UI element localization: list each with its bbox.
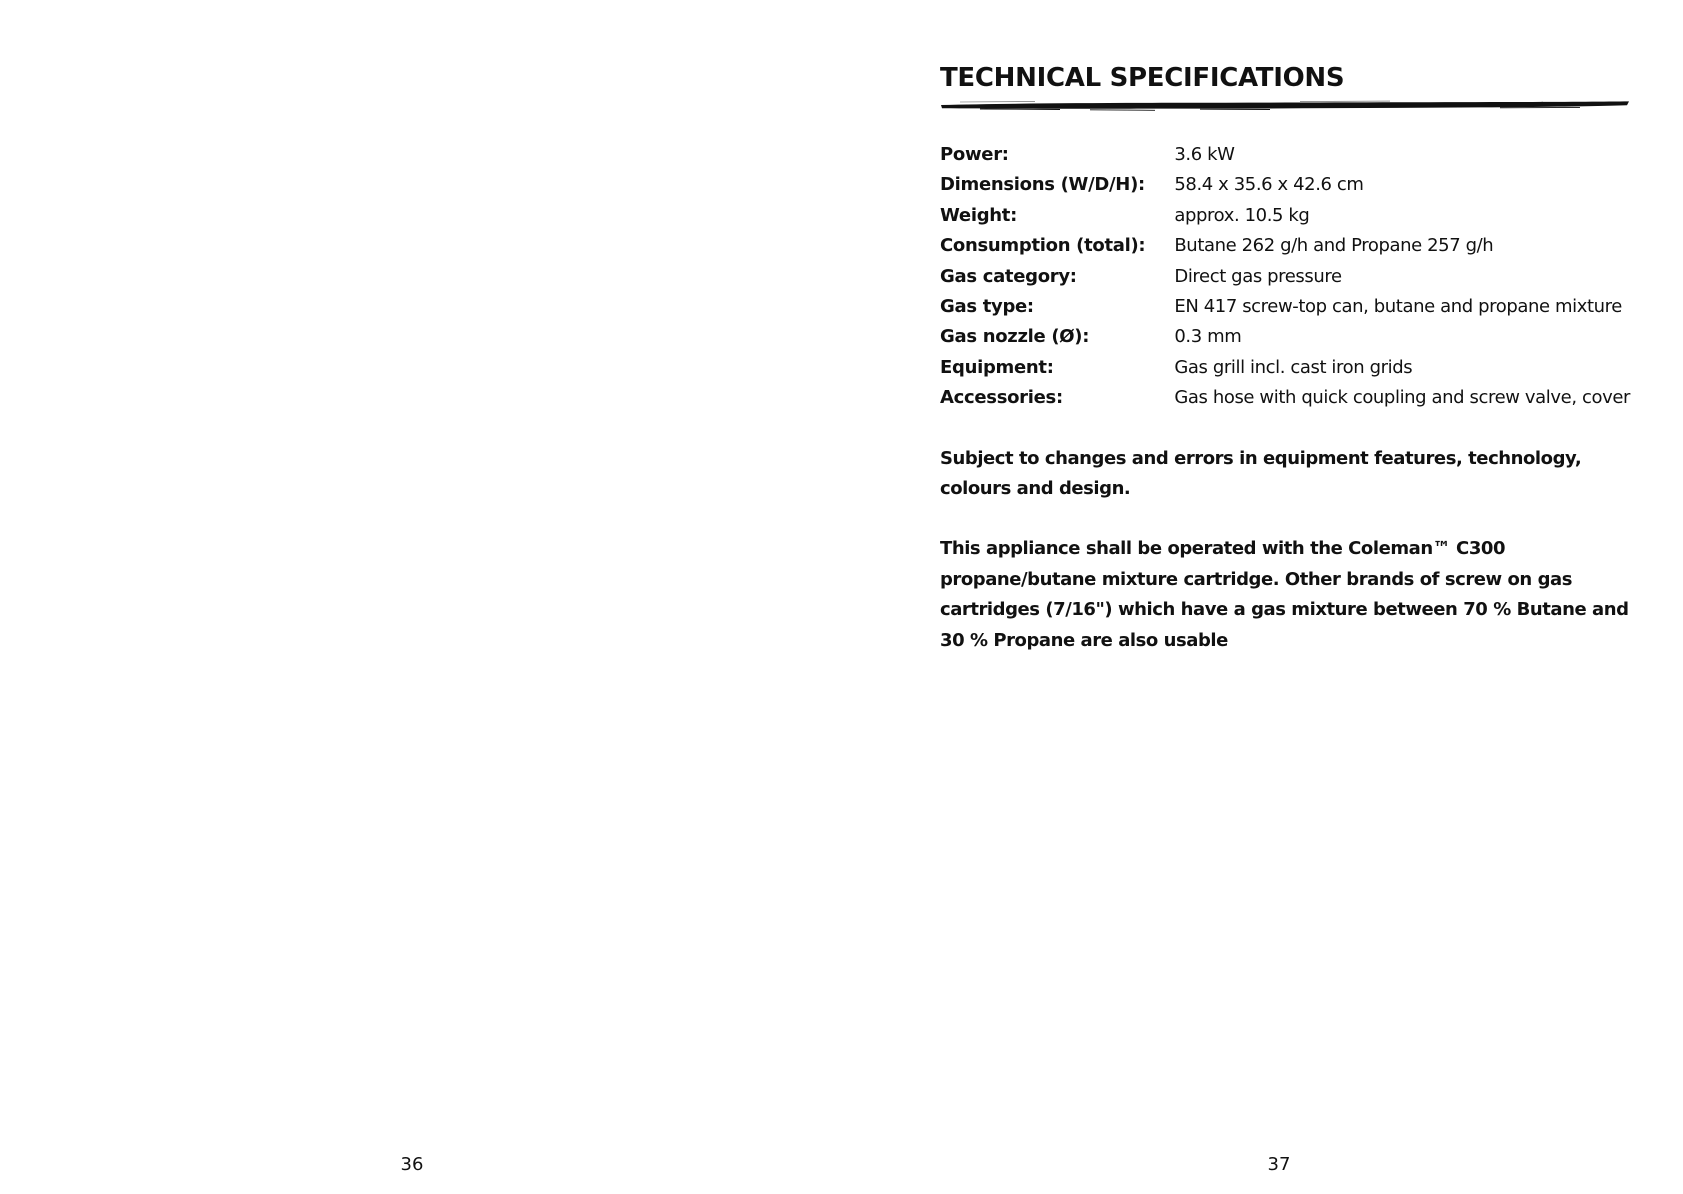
spec-row-dimensions (940, 170, 1630, 200)
cartridge-note: This appliance shall be operated with the Coleman™ C300 propane/butane mixture cartridge. Other brands of screw on gas cartridges (7/16") which have a gas mixture between 70 % Butane and 30 % Propane are also usable (940, 538, 1629, 651)
spec-value: Butane 262 g/h and Propane 257 g/h (1174, 235, 1494, 257)
spec-label: Gas type: (940, 295, 1034, 317)
spec-value: approx. 10.5 kg (1174, 204, 1310, 226)
page-number-left: 36 (400, 1154, 424, 1175)
brush-stroke-divider (940, 98, 1630, 114)
spec-row-accessories (940, 383, 1630, 413)
spec-label: Weight: (940, 204, 1017, 226)
spec-row-gas-nozzle (940, 322, 1630, 352)
disclaimer-note: Subject to changes and errors in equipment features, technology, colours and design. (940, 447, 1582, 499)
spec-row-gas-category (940, 262, 1630, 292)
spec-row-power (940, 140, 1630, 170)
spec-value: Direct gas pressure (1174, 265, 1342, 287)
spec-row-weight (940, 201, 1630, 231)
spec-value: Gas grill incl. cast iron grids (1174, 356, 1413, 378)
spec-value: Gas hose with quick coupling and screw valve, cover (1174, 387, 1630, 409)
spec-value: 58.4 x 35.6 x 42.6 cm (1174, 174, 1364, 196)
spec-row-equipment (940, 353, 1630, 383)
specifications-table (940, 140, 1630, 414)
spec-label: Accessories: (940, 387, 1063, 409)
spec-label: Gas nozzle (Ø): (940, 326, 1090, 348)
spec-label: Equipment: (940, 356, 1054, 378)
right-page (842, 0, 1683, 1194)
page-number-right: 37 (1267, 1154, 1291, 1175)
left-page (0, 0, 841, 1194)
spec-label: Power: (940, 144, 1009, 165)
spec-value: 3.6 kW (1174, 144, 1235, 165)
spec-label: Dimensions (W/D/H): (940, 174, 1145, 196)
spec-value: 0.3 mm (1174, 326, 1242, 348)
spec-label: Consumption (total): (940, 235, 1146, 257)
spec-label: Gas category: (940, 265, 1077, 287)
specifications-section (940, 60, 1630, 656)
spec-row-consumption (940, 231, 1630, 261)
page-title: TECHNICAL SPECIFICATIONS (940, 63, 1345, 93)
spec-value: EN 417 screw-top can, butane and propane mixture (1174, 295, 1622, 317)
spec-row-gas-type (940, 292, 1630, 322)
